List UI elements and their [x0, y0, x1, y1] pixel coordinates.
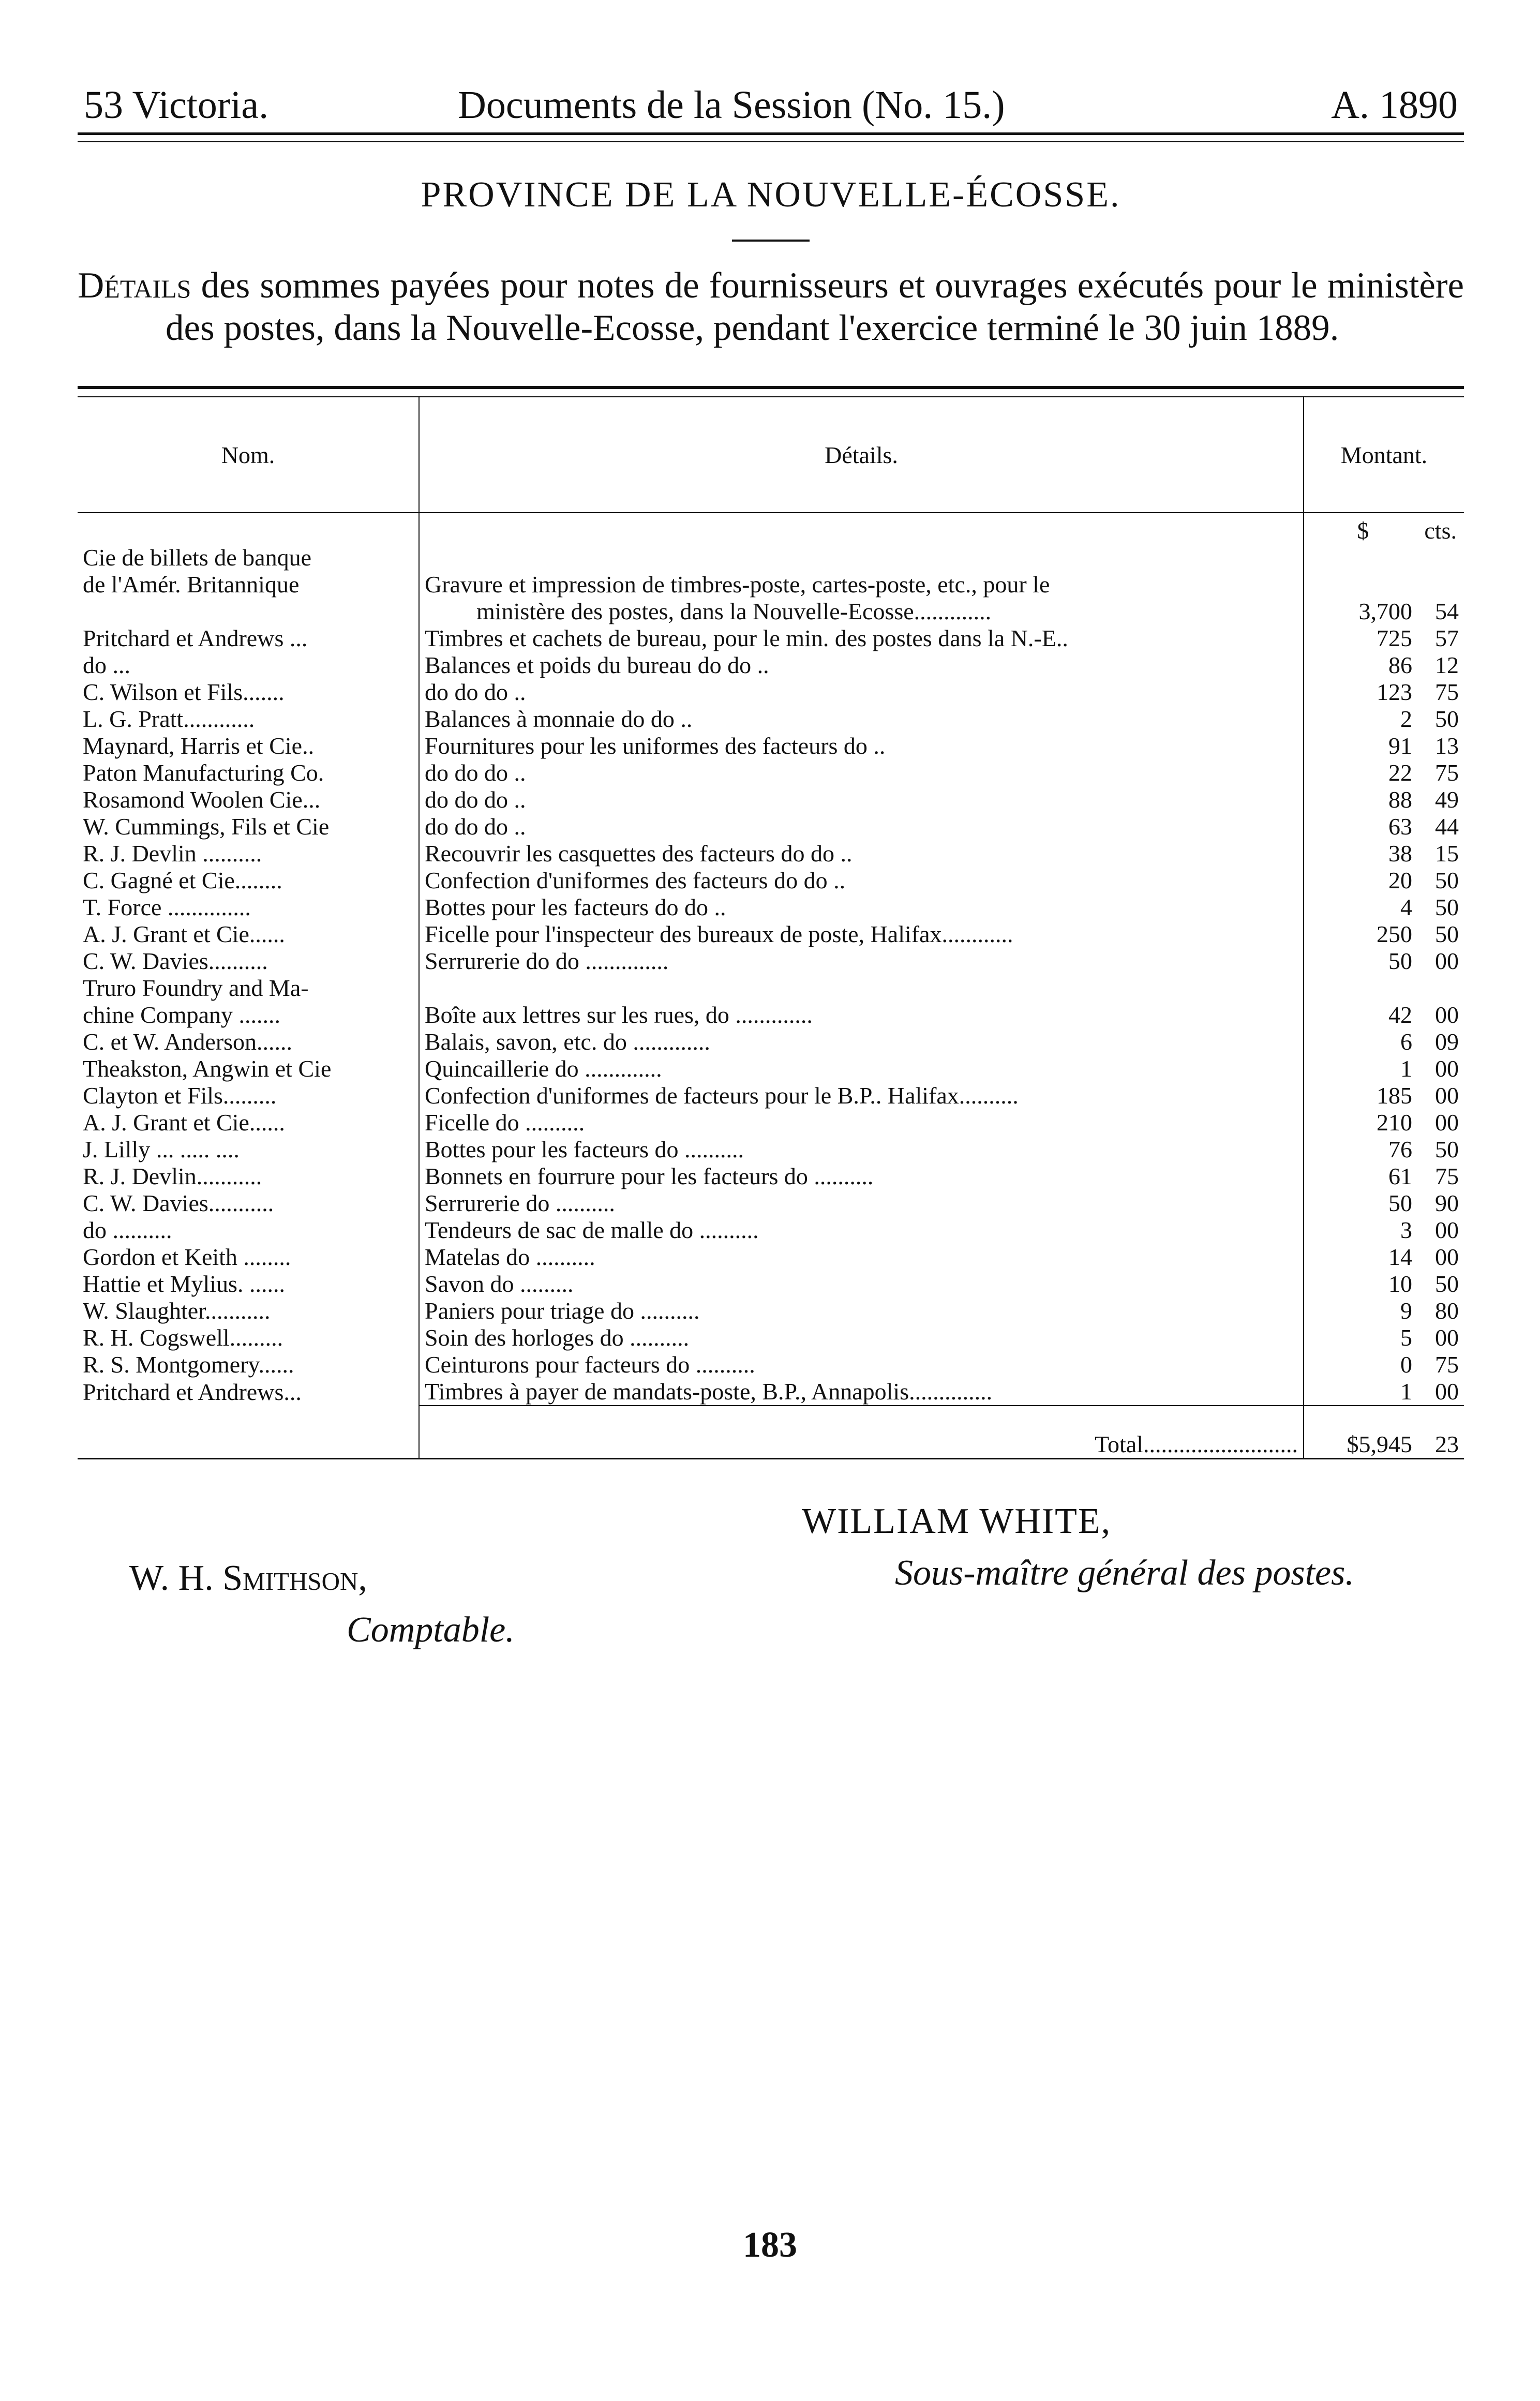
row-dollars: 725 — [1377, 625, 1412, 651]
row-cents: 00 — [1435, 1217, 1459, 1243]
table-row — [78, 1109, 1464, 1136]
row-details: Serrurerie do do .............. — [419, 948, 1304, 975]
row-dollars: 3 — [1400, 1217, 1412, 1243]
row-details: Balances et poids du bureau do do .. — [419, 652, 1304, 679]
table-row — [78, 1298, 1464, 1324]
row-cents: 50 — [1435, 1136, 1459, 1162]
row-cents: 15 — [1435, 840, 1459, 867]
table-top-rule — [78, 386, 1464, 389]
row-montant — [1304, 1217, 1464, 1244]
row-details: Tendeurs de sac de malle do .......... — [419, 1217, 1304, 1244]
row-details — [419, 544, 1304, 571]
row-nom: Pritchard et Andrews ... — [78, 625, 419, 652]
row-nom: Paton Manufacturing Co. — [78, 759, 419, 786]
column-header-montant: Montant. — [1304, 397, 1464, 513]
title-divider — [732, 240, 810, 242]
table-row — [78, 948, 1464, 975]
row-nom: R. H. Cogswell......... — [78, 1324, 419, 1351]
row-nom: L. G. Pratt............ — [78, 706, 419, 733]
row-montant — [1304, 625, 1464, 652]
row-details: do do do .. — [419, 679, 1304, 706]
table-row — [78, 598, 1464, 625]
dollar-unit: $ — [1357, 517, 1369, 544]
table-row — [78, 652, 1464, 679]
province-title: PROVINCE DE LA NOUVELLE-ÉCOSSE. — [421, 175, 1121, 215]
row-details: Bonnets en fourrure pour les facteurs do .......... — [419, 1163, 1304, 1190]
row-dollars: 210 — [1377, 1109, 1412, 1136]
row-cents: 75 — [1435, 679, 1459, 705]
row-montant — [1304, 894, 1464, 921]
row-nom: R. S. Montgomery...... — [78, 1351, 419, 1378]
row-details: Balais, savon, etc. do ............. — [419, 1028, 1304, 1055]
row-nom — [78, 598, 419, 625]
header-documents: Documents de la Session (No. 15.) — [458, 83, 1005, 127]
row-montant — [1304, 867, 1464, 894]
row-montant — [1304, 1002, 1464, 1028]
row-nom: Pritchard et Andrews... — [78, 1378, 419, 1406]
row-dollars: 123 — [1377, 679, 1412, 705]
row-dollars: 10 — [1388, 1271, 1412, 1297]
row-details: Ceinturons pour facteurs do .......... — [419, 1351, 1304, 1378]
row-cents: 80 — [1435, 1298, 1459, 1324]
row-dollars: 2 — [1400, 706, 1412, 732]
row-dollars: 50 — [1388, 1190, 1412, 1216]
row-montant — [1304, 679, 1464, 706]
row-montant — [1304, 1271, 1464, 1298]
row-cents: 00 — [1435, 1324, 1459, 1351]
table-header-row — [78, 397, 1464, 513]
row-nom: J. Lilly ... ..... .... — [78, 1136, 419, 1163]
table-row — [78, 921, 1464, 948]
row-dollars: 6 — [1400, 1028, 1412, 1055]
row-montant — [1304, 1055, 1464, 1082]
row-dollars: 20 — [1388, 867, 1412, 893]
row-nom: Cie de billets de banque — [78, 544, 419, 571]
row-montant — [1304, 1190, 1464, 1217]
table-row — [78, 733, 1464, 759]
row-cents: 50 — [1435, 921, 1459, 947]
row-cents: 75 — [1435, 1163, 1459, 1189]
postmaster-name: WILLIAM WHITE, — [802, 1501, 1112, 1541]
row-cents: 13 — [1435, 733, 1459, 759]
row-nom: Theakston, Angwin et Cie — [78, 1055, 419, 1082]
row-details: Paniers pour triage do .......... — [419, 1298, 1304, 1324]
table-body — [78, 513, 1464, 1406]
table-bottom-rule — [78, 1458, 1464, 1459]
row-dollars: 63 — [1388, 813, 1412, 840]
postmaster-title: Sous-maître général des postes. — [895, 1553, 1354, 1593]
row-dollars: 9 — [1400, 1298, 1412, 1324]
table-row — [78, 1324, 1464, 1351]
row-details: do do do .. — [419, 786, 1304, 813]
row-montant — [1304, 1028, 1464, 1055]
row-details: Balances à monnaie do do .. — [419, 706, 1304, 733]
row-details: Bottes pour les facteurs do do .. — [419, 894, 1304, 921]
row-nom: R. J. Devlin .......... — [78, 840, 419, 867]
column-header-nom: Nom. — [78, 397, 419, 513]
intro-text: des sommes payées pour notes de fournisseurs et ouvrages exécutés pour le ministère des postes, dans la Nouvelle-Ecosse, pendant l'exercice terminé le 30 juin 1889. — [166, 265, 1464, 348]
row-nom: W. Slaughter........... — [78, 1298, 419, 1324]
intro-lead: Détails — [78, 265, 191, 306]
row-nom: A. J. Grant et Cie...... — [78, 1109, 419, 1136]
row-nom: do ... — [78, 652, 419, 679]
row-dollars: 1 — [1400, 1378, 1412, 1405]
row-details: Soin des horloges do .......... — [419, 1324, 1304, 1351]
row-montant — [1304, 1378, 1464, 1406]
row-details: Matelas do .......... — [419, 1244, 1304, 1271]
row-nom: chine Company ....... — [78, 1002, 419, 1028]
row-details: Recouvrir les casquettes des facteurs do do .. — [419, 840, 1304, 867]
row-montant — [1304, 706, 1464, 733]
table-row — [78, 813, 1464, 840]
header-year: A. 1890 — [1331, 83, 1458, 127]
row-cents: 50 — [1435, 1271, 1459, 1297]
table-row — [78, 1244, 1464, 1271]
table-row — [78, 1271, 1464, 1298]
row-montant — [1304, 1244, 1464, 1271]
row-montant — [1304, 652, 1464, 679]
total-row — [78, 1406, 1464, 1458]
row-details: Timbres à payer de mandats-poste, B.P., Annapolis.............. — [419, 1378, 1304, 1406]
row-montant — [1304, 975, 1464, 1002]
row-dollars: 88 — [1388, 786, 1412, 813]
row-cents: 50 — [1435, 894, 1459, 920]
total-cents: 23 — [1435, 1431, 1459, 1457]
row-montant — [1304, 733, 1464, 759]
row-cents: 00 — [1435, 1082, 1459, 1109]
table-row — [78, 1002, 1464, 1028]
row-dollars: 14 — [1388, 1244, 1412, 1270]
total-amount — [1304, 1406, 1464, 1458]
row-cents: 00 — [1435, 1378, 1459, 1405]
table-row — [78, 759, 1464, 786]
column-header-details: Détails. — [419, 397, 1304, 513]
payments-table — [78, 397, 1464, 1458]
table-row — [78, 1136, 1464, 1163]
row-details: Serrurerie do .......... — [419, 1190, 1304, 1217]
row-dollars: 22 — [1388, 759, 1412, 786]
table-row — [78, 1351, 1464, 1378]
row-details: Savon do ......... — [419, 1271, 1304, 1298]
row-cents: 09 — [1435, 1028, 1459, 1055]
row-dollars: 61 — [1388, 1163, 1412, 1189]
row-dollars: 3,700 — [1358, 598, 1412, 624]
row-montant — [1304, 1136, 1464, 1163]
row-details — [419, 975, 1304, 1002]
accountant-name: W. H. Smithson, — [129, 1558, 367, 1598]
row-montant — [1304, 571, 1464, 598]
row-details: Bottes pour les facteurs do .......... — [419, 1136, 1304, 1163]
table-row — [78, 1217, 1464, 1244]
row-cents: 50 — [1435, 867, 1459, 893]
row-montant — [1304, 544, 1464, 571]
table-row — [78, 571, 1464, 598]
row-details: Confection d'uniformes des facteurs do do .. — [419, 867, 1304, 894]
header-rule — [78, 132, 1464, 142]
table-row — [78, 840, 1464, 867]
table-row — [78, 1378, 1464, 1406]
table-row — [78, 1082, 1464, 1109]
row-cents: 49 — [1435, 786, 1459, 813]
row-dollars: 42 — [1388, 1002, 1412, 1028]
cents-unit: cts. — [1424, 517, 1457, 544]
page-number: 183 — [743, 2225, 797, 2265]
row-montant — [1304, 1163, 1464, 1190]
row-dollars: 38 — [1388, 840, 1412, 867]
row-nom: C. Wilson et Fils....... — [78, 679, 419, 706]
row-montant — [1304, 813, 1464, 840]
row-nom: T. Force .............. — [78, 894, 419, 921]
row-dollars: 185 — [1377, 1082, 1412, 1109]
units-cell — [1304, 513, 1464, 544]
row-montant — [1304, 1298, 1464, 1324]
row-cents: 00 — [1435, 1244, 1459, 1270]
row-nom: C. W. Davies.......... — [78, 948, 419, 975]
row-details: do do do .. — [419, 759, 1304, 786]
row-cents: 57 — [1435, 625, 1459, 651]
table-row — [78, 894, 1464, 921]
header-session: 53 Victoria. — [84, 83, 269, 127]
intro-paragraph — [78, 264, 1464, 349]
row-dollars: 5 — [1400, 1324, 1412, 1351]
row-montant — [1304, 1082, 1464, 1109]
row-dollars: 91 — [1388, 733, 1412, 759]
row-cents: 12 — [1435, 652, 1459, 678]
row-nom: W. Cummings, Fils et Cie — [78, 813, 419, 840]
row-details: Gravure et impression de timbres-poste, cartes-poste, etc., pour le — [419, 571, 1304, 598]
row-cents: 50 — [1435, 706, 1459, 732]
table-row — [78, 867, 1464, 894]
row-details: Quincaillerie do ............. — [419, 1055, 1304, 1082]
row-nom: C. et W. Anderson...... — [78, 1028, 419, 1055]
running-header — [78, 72, 1464, 129]
units-row — [78, 513, 1464, 544]
row-nom: de l'Amér. Britannique — [78, 571, 419, 598]
table-row — [78, 706, 1464, 733]
row-nom: do .......... — [78, 1217, 419, 1244]
row-montant — [1304, 759, 1464, 786]
row-cents: 00 — [1435, 1002, 1459, 1028]
table-row — [78, 679, 1464, 706]
row-montant — [1304, 598, 1464, 625]
row-dollars: 0 — [1400, 1351, 1412, 1378]
row-nom: A. J. Grant et Cie...... — [78, 921, 419, 948]
row-dollars: 4 — [1400, 894, 1412, 920]
row-montant — [1304, 1324, 1464, 1351]
table-row — [78, 975, 1464, 1002]
row-nom: Gordon et Keith ........ — [78, 1244, 419, 1271]
row-dollars: 86 — [1388, 652, 1412, 678]
table-row — [78, 625, 1464, 652]
row-cents: 00 — [1435, 1055, 1459, 1082]
row-nom: Clayton et Fils......... — [78, 1082, 419, 1109]
row-dollars: 50 — [1388, 948, 1412, 974]
row-details: Boîte aux lettres sur les rues, do ............. — [419, 1002, 1304, 1028]
row-cents: 00 — [1435, 948, 1459, 974]
row-dollars: 250 — [1377, 921, 1412, 947]
row-details: ministère des postes, dans la Nouvelle-Ecosse............. — [419, 598, 1304, 625]
row-cents: 00 — [1435, 1109, 1459, 1136]
row-nom: Maynard, Harris et Cie.. — [78, 733, 419, 759]
table-row — [78, 1055, 1464, 1082]
row-nom: C. Gagné et Cie........ — [78, 867, 419, 894]
table-row — [78, 544, 1464, 571]
row-nom: R. J. Devlin........... — [78, 1163, 419, 1190]
row-details: Ficelle pour l'inspecteur des bureaux de poste, Halifax............ — [419, 921, 1304, 948]
row-montant — [1304, 1109, 1464, 1136]
row-nom: C. W. Davies........... — [78, 1190, 419, 1217]
row-cents: 75 — [1435, 1351, 1459, 1378]
row-montant — [1304, 948, 1464, 975]
table-row — [78, 786, 1464, 813]
row-cents: 54 — [1435, 598, 1459, 624]
row-montant — [1304, 786, 1464, 813]
table-row — [78, 1163, 1464, 1190]
row-dollars: 76 — [1388, 1136, 1412, 1162]
accountant-title: Comptable. — [347, 1610, 515, 1650]
row-nom: Rosamond Woolen Cie... — [78, 786, 419, 813]
total-label: Total.......................... — [419, 1406, 1304, 1458]
row-montant — [1304, 1351, 1464, 1378]
row-details: do do do .. — [419, 813, 1304, 840]
row-details: Timbres et cachets de bureau, pour le min. des postes dans la N.-E.. — [419, 625, 1304, 652]
signature-block — [78, 1501, 1464, 1718]
row-cents: 90 — [1435, 1190, 1459, 1216]
row-montant — [1304, 840, 1464, 867]
row-details: Confection d'uniformes de facteurs pour le B.P.. Halifax.......... — [419, 1082, 1304, 1109]
document-page — [78, 72, 1464, 1718]
row-cents: 44 — [1435, 813, 1459, 840]
row-montant — [1304, 921, 1464, 948]
row-details: Ficelle do .......... — [419, 1109, 1304, 1136]
row-cents: 75 — [1435, 759, 1459, 786]
row-dollars: 1 — [1400, 1055, 1412, 1082]
table-row — [78, 1028, 1464, 1055]
total-dollars: $5,945 — [1347, 1431, 1412, 1457]
row-nom: Hattie et Mylius. ...... — [78, 1271, 419, 1298]
row-details: Fournitures pour les uniformes des facteurs do .. — [419, 733, 1304, 759]
row-nom: Truro Foundry and Ma- — [78, 975, 419, 1002]
table-row — [78, 1190, 1464, 1217]
